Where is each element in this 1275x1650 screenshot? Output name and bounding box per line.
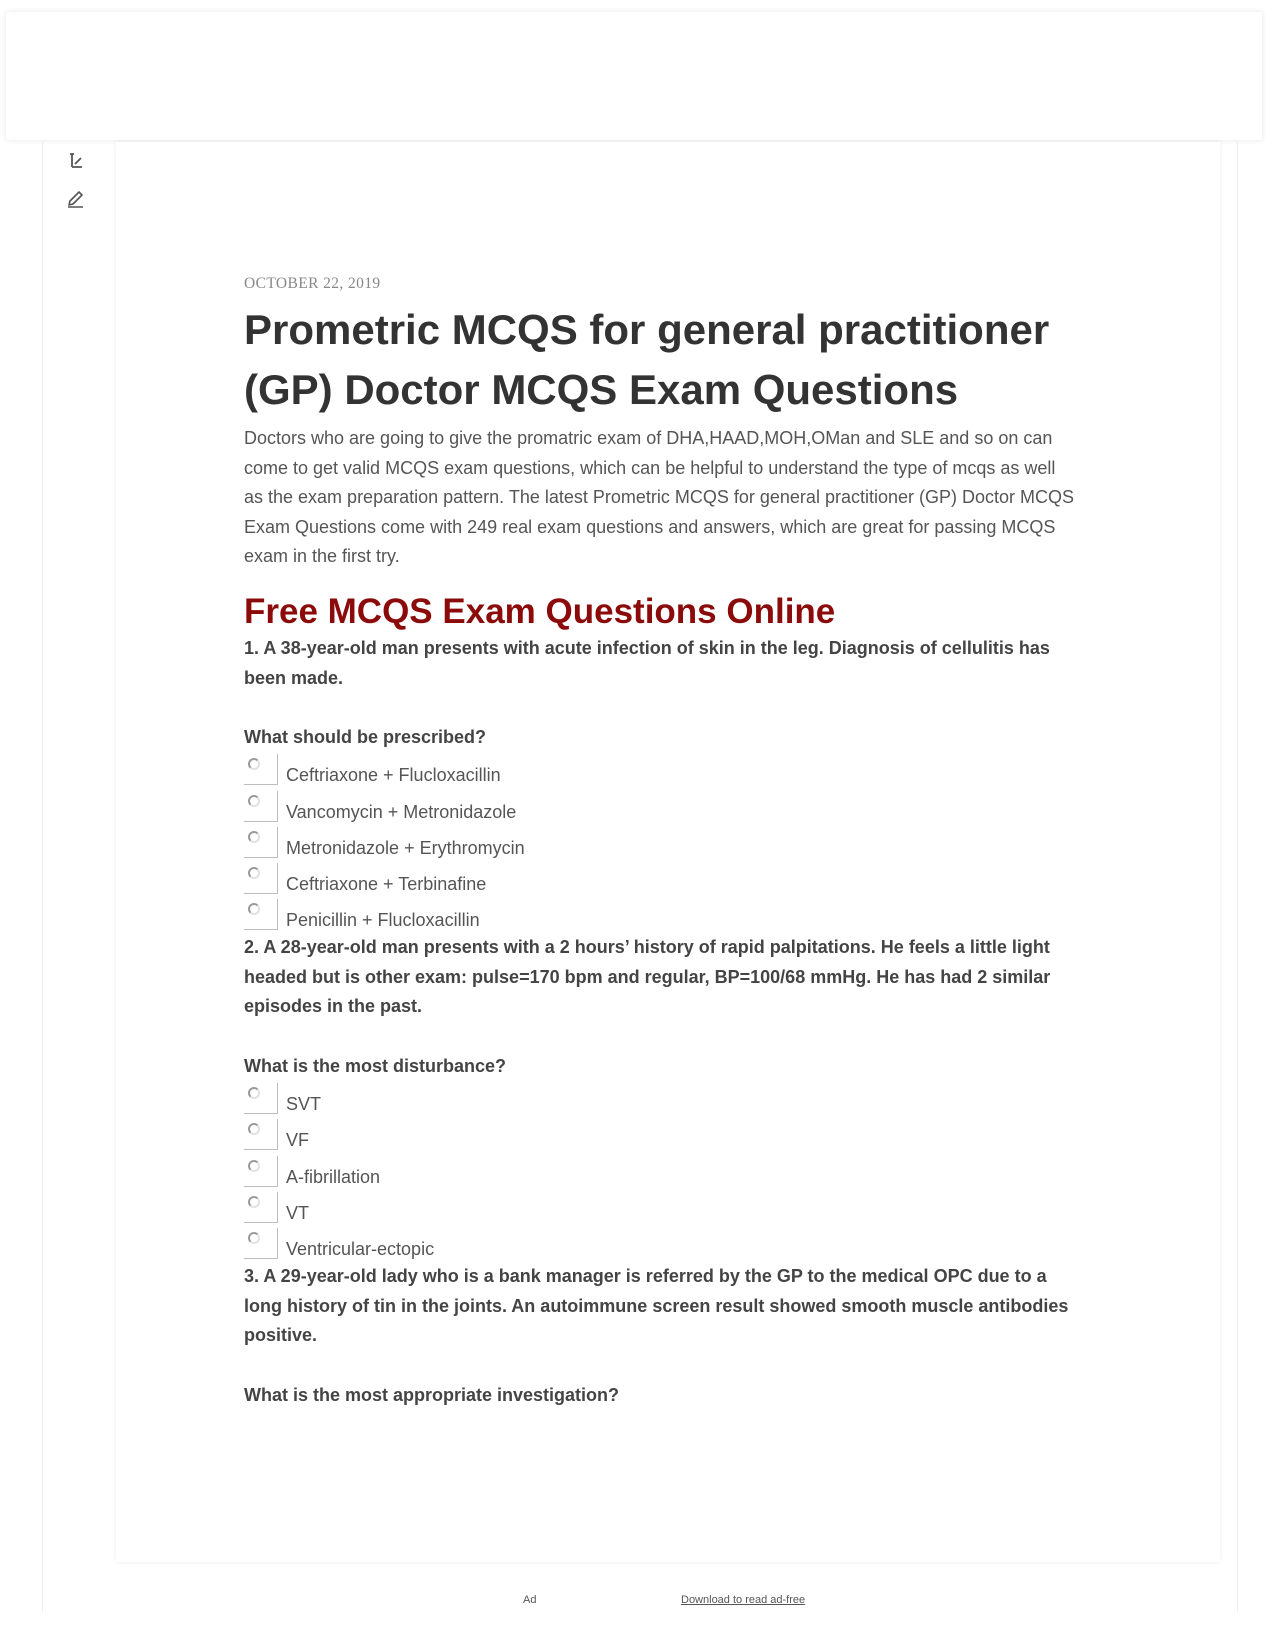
answer-option[interactable] (244, 1081, 1074, 1117)
page-title: Prometric MCQS for general practitioner (GP) Doctor MCQS Exam Questions (244, 306, 1050, 413)
question-text: 2. A 28-year-old man presents with a 2 hours’ history of rapid palpitations. He feels a little light headed but is other exam: pulse=170 bpm and regular, BP=100/68 mmHg. He has had 2 similar episodes in the past. (244, 937, 1051, 1017)
radio-frame (244, 1156, 278, 1187)
radio-button[interactable] (248, 1123, 260, 1135)
radio-button[interactable] (248, 758, 260, 770)
question-prompt: What is the most appropriate investigation? (244, 1384, 620, 1405)
radio-button[interactable] (248, 867, 260, 879)
radio-button[interactable] (248, 1232, 260, 1244)
intro-paragraph: Doctors who are going to give the promatric exam of DHA,HAAD,MOH,OMan and SLE and so on can come to get valid MCQS exam questions, which can be helpful to understand the type of mcqs as well as the exam preparation pattern. The latest Prometric MCQS for general practitioner (GP) Doctor MCQS Exam Questions come with 249 real exam questions and answers, which are great for passing MCQS exam in the first try. (244, 428, 1074, 567)
radio-frame (244, 1192, 278, 1223)
question-block (244, 634, 1074, 933)
radio-frame (244, 863, 278, 894)
question-text: 3. A 29-year-old lady who is a bank manager is referred by the GP to the medical OPC due to a long history of tin in the joints. An autoimmune screen result showed smooth muscle antibodies positive. (244, 1266, 1069, 1346)
radio-frame (244, 791, 278, 822)
answer-option[interactable] (244, 789, 1074, 825)
answer-option[interactable] (244, 1117, 1074, 1153)
answer-option[interactable] (244, 1190, 1074, 1226)
radio-frame (244, 754, 278, 785)
highlight-icon[interactable] (65, 150, 87, 172)
download-ad-free-link[interactable]: Download to read ad-free (681, 1594, 806, 1606)
option-label: Ceftriaxone + Terbinafine (286, 873, 487, 894)
section-heading: Free MCQS Exam Questions Online (244, 591, 836, 631)
radio-button[interactable] (248, 1087, 260, 1099)
page-edge (1237, 142, 1238, 1612)
answer-options (244, 752, 1074, 933)
answer-option[interactable] (244, 897, 1074, 933)
option-label: Vancomycin + Metronidazole (286, 801, 517, 822)
radio-button[interactable] (248, 1196, 260, 1208)
option-label: Metronidazole + Erythromycin (286, 837, 525, 858)
answer-option[interactable] (244, 1226, 1074, 1262)
question-text: 1. A 38-year-old man presents with acute infection of skin in the leg. Diagnosis of cellulitis has been made. (244, 637, 1050, 688)
radio-frame (244, 1228, 278, 1259)
ad-label: Ad (523, 1594, 537, 1606)
radio-frame (244, 827, 278, 858)
option-label: Ceftriaxone + Flucloxacillin (286, 765, 501, 786)
radio-frame (244, 1083, 278, 1114)
radio-button[interactable] (248, 1160, 260, 1172)
option-label: Ventricular-ectopic (286, 1239, 435, 1259)
option-label: SVT (286, 1094, 322, 1115)
radio-button[interactable] (248, 831, 260, 843)
top-ad-banner (6, 12, 1262, 140)
radio-button[interactable] (248, 795, 260, 807)
pencil-icon[interactable] (65, 188, 87, 210)
answer-option[interactable] (244, 752, 1074, 788)
question-block (244, 1262, 1074, 1410)
post-date: OCTOBER 22, 2019 (244, 275, 381, 292)
answer-options (244, 1081, 1074, 1262)
option-label: A-fibrillation (286, 1166, 381, 1187)
question-prompt: What should be prescribed? (244, 726, 487, 747)
option-label: VF (286, 1130, 310, 1151)
radio-frame (244, 1119, 278, 1150)
option-label: VT (286, 1202, 310, 1223)
option-label: Penicillin + Flucloxacillin (286, 910, 480, 931)
question-prompt: What is the most disturbance? (244, 1055, 507, 1076)
answer-option[interactable] (244, 825, 1074, 861)
answer-option[interactable] (244, 861, 1074, 897)
answer-option[interactable] (244, 1154, 1074, 1190)
article-body (244, 272, 1074, 1410)
question-block (244, 933, 1074, 1262)
radio-frame (244, 899, 278, 930)
left-toolbar (42, 142, 115, 1612)
radio-button[interactable] (248, 903, 260, 915)
